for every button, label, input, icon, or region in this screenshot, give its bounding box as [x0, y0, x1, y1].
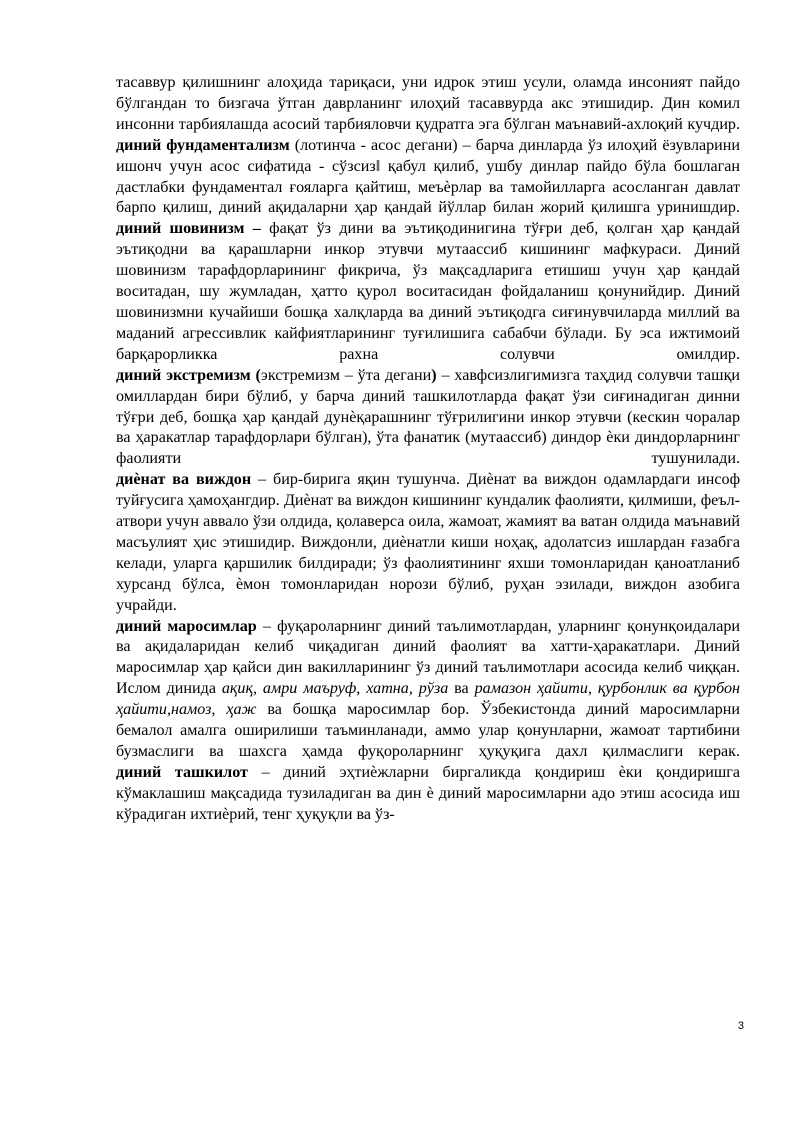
- ritual-list-1: ақиқ, амри маъруф, хатна, рўза: [221, 680, 449, 698]
- entry-rituals: [116, 617, 740, 763]
- ritual-list-2: рамазон ҳайити, қурбонлик ва қурбон ҳайити,намоз, ҳаж: [116, 680, 740, 719]
- term-definition: – фуқароларнинг диний таълимотлардан, уларнинг қонунқоидалари ва ақидаларидан келиб чиқадиган диний фаолият ва хатти-ҳаракатлари. Диний маросимлар ҳар қайси дин вакилларининг ўз диний таълимотлари асосида келиб чиққан. Ислом динида: [116, 617, 741, 698]
- term-heading-close: ): [431, 366, 437, 384]
- term-gloss: экстремизм – ўта дегани: [260, 366, 432, 384]
- term-heading: диѐнат ва виждон: [116, 471, 252, 489]
- term-definition: ва бошқа маросимлар бор. Ўзбекистонда диний маросимларни бемалол амалга оширилиши таъминланади, аммо улар қонунларни, жамоат тартибини бузмаслиги ва шахсга ҳамда фуқороларнинг ҳуқуқига дахл қилмаслиги керак.: [116, 701, 740, 760]
- page-number: 3: [737, 1020, 744, 1032]
- entry-extremism: [116, 366, 740, 471]
- intro-paragraph: тасаввур қилишнинг алоҳида тариқаси, уни идрок этиш усули, оламда инсоният пайдо бўлгандан то бизгача ўтган даврланинг илоҳий тасаввурда акс этишидир. Дин комил инсонни тарбиялашда асосий тарбияловчи қудратга эга бўлган маънавий-ахлоқий кучдир.: [116, 74, 740, 133]
- document-body: [116, 73, 740, 826]
- term-definition: – хавфсизлигимизга таҳдид солувчи ташқи омиллардан бири бўлиб, у барча диний ташкилотларда фақат ўзи сиғинадиган динни тўғри деб, бошқа ҳар қандай дунѐқарашнинг тўғрилигини инкор этувчи (кескин чоралар ва ҳаракатлар тарафдорлари бўлган), ўта фанатик (мутаассиб) диндор ѐки диндорларнинг фаолияти тушунилади.: [116, 366, 741, 468]
- entry-organization: [116, 763, 740, 826]
- term-definition: (лотинча - асос дегани) – барча динларда ўз илоҳий ёзувларини ишонч учун асос сифатида - сўзсиз‖ қабул қилиб, ушбу динлар пайдо бўла бошлаган дастлабки фундаментал ғояларга қайтиш, меъѐрлар ва тамойилларга асосланган давлат барпо қилиш, диний ақидаларни ҳар қандай йўллар билан жорий қилишга уринишдир.: [116, 136, 741, 217]
- term-heading: диний ташкилот: [116, 763, 248, 781]
- entry-chauvinism: [116, 219, 740, 365]
- term-heading: диний экстремизм (: [116, 366, 261, 384]
- term-definition: – диний эҳтиѐжларни биргаликда қондириш ѐки қондиришга кўмаклашиш мақсадида тузиладиган ва дин ѐ диний маросимларни адо этиш асосида иш кўрадиган ихтиѐрий, тенг ҳуқуқли ва ўз-: [116, 763, 740, 823]
- term-heading: диний маросимлар: [116, 617, 257, 635]
- term-definition: – бир-бирига яқин тушунча. Диѐнат ва виждон одамлардаги инсоф туйғусига ҳамоҳангдир. Диѐнат ва виждон кишининг кундалик фаолияти, қилмиши, феъл-атвори учун аввало ўзи олдида, қолаверса оила, жамоат, жамият ва ватан олдида маънавий масъулият ҳис этишидир. Виждонли, диѐнатли киши ноҳақ, адолатсиз ишлардан ғазабга келади, уларга қаршилик билдиради; ўз фаолиятининг яхши томонларидан қаноатланиб хурсанд бўлса, ѐмон томонларидан норози бўлиб, руҳан эзилади, виждон азобига учрайди.: [116, 471, 740, 614]
- entry-conscience: [116, 470, 740, 616]
- term-heading: диний шовинизм –: [116, 220, 261, 238]
- entry-fundamentalism: [116, 136, 740, 220]
- term-definition: ва: [448, 680, 475, 698]
- term-definition: фақат ўз дини ва эътиқодинигина тўғри деб, қолган ҳар қандай эътиқодни ва қарашларни инкор этувчи мутаассиб кишининг мафкураси. Диний шовинизм тарафдорларининг фикрича, ўз мақсадларига етишиш учун ҳар қандай воситадан, шу жумладан, ҳатто қурол воситасидан фойдаланиш қонунийдир. Диний шовинизмни кучайиши бошқа халқларда ва диний эътиқодга сиғинувчиларда миллий ва маданий агрессивлик кайфиятларининг туғилишига сабабчи бўлади. Бу эса ижтимоий барқарорликка рахна солувчи омилдир.: [116, 220, 740, 363]
- term-heading: диний фундаментализм: [116, 136, 290, 154]
